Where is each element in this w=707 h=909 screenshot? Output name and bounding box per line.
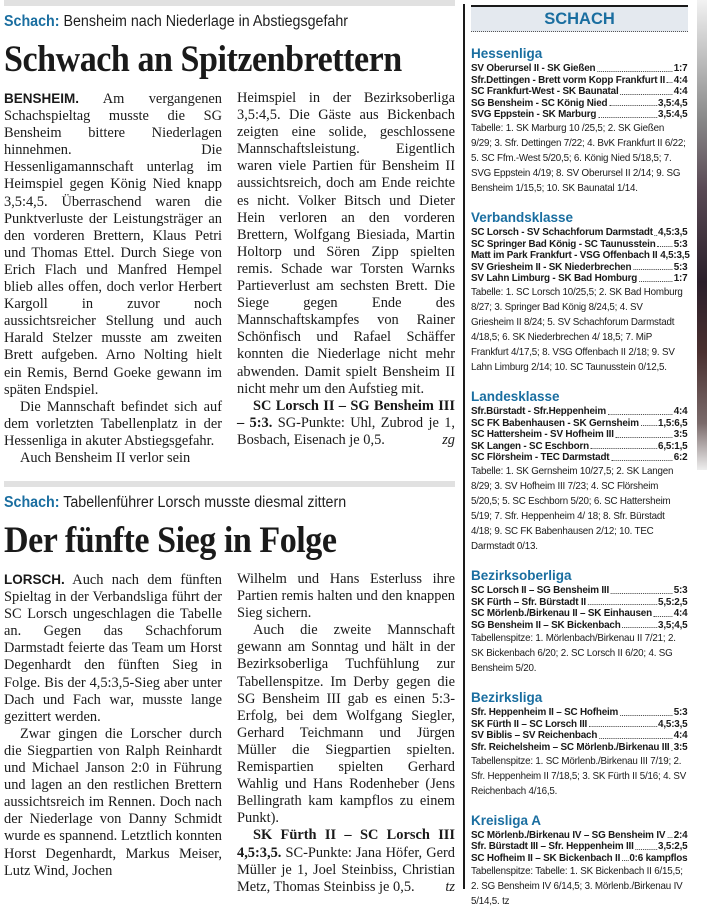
standings-text: Tabelle: 1. SK Gernsheim 10/27,5; 2. SK Langen 8/29; 3. SV Hofheim III 7/23; 4. SC Flörsheim 5/20,5; 5. SC Eschborn 5/20; 6. SC Hattersheim 5/19; 7. Sfr. Heppenheim 4/ 18; 8. Sfr. Bürstadt 4/18; 9. SC FK Babenhausen 2/12; 10. TEC Darmstadt 0/13. — [471, 465, 674, 552]
match-score: 4:4 — [673, 730, 688, 742]
article-kicker — [4, 12, 419, 32]
author-initials: tz — [445, 878, 455, 895]
paragraph: Auch die zweite Mannschaft gewann am Sonntag und hält in der Bezirksoberliga Tuchfühlung zur Tabellenspitze. Im Derby gegen die SG Bensheim III gab es einen 5:3-Erfolg, bei dem Wolfgang Siegler, Gerhard Teichmann und Jürgen Müller die Siegpartien spielten. Remispartien spielten Gerhard Wahlig und Hans Rodenheber (Jens Bellingrath kam kampflos zu einem Punkt). — [237, 622, 455, 827]
match-score: 5:3 — [673, 584, 688, 596]
leader-dots — [598, 109, 657, 118]
match-teams: Matt im Park Frankfurt - VSG Offenbach II — [471, 250, 658, 262]
match-teams: SC Hofheim II – SK Bickenbach II — [471, 852, 621, 864]
paragraph: Zwar gingen die Lorscher durch die Siegpartien von Ralph Reinhardt und Michael Janson 2:0 in Führung und lagen an den restlichen Brettern aussichtsreich im Rennen. Doch nach der Niederlage von Danny Schmidt wurde es spannend. Letztlich konnten Horst Degenhardt, Markus Meiser, Lutz Wind, Jochen — [4, 725, 222, 879]
match-score: 3:5 — [673, 742, 688, 754]
match-row — [471, 608, 687, 620]
article-headline: Der fünfte Sieg in Folge — [4, 520, 337, 561]
match-row — [471, 597, 687, 609]
paragraph-text: Auch nach dem fünften Spieltag in der Verbandsliga führt der SC Lorsch ungeschlagen die Tabelle an. Gegen das Schachforum Darmstadt feierte das Team um Horst Degenhardt den fünften Sieg in Folge. Bis der 4,5:3,5-Sieg aber unter Dach und Fach war, musste lange gezittert werden. — [4, 572, 222, 725]
kicker-label: Schach: — [4, 13, 60, 30]
standings-text: Tabelle: 1. SC Lorsch 10/25,5; 2. SK Bad Homburg 8/27; 3. Springer Bad König 8/24,5; 4. SV Griesheim II 8/24; 5. SV Schachforum Darmstadt 4/18,5; 6. SK Niederbrechen 4/ 18,5; 7. MiP Frankfurt 4/17,5; 8. VSG Offenbach II 2/18; 9. SV Lahn Limburg 2/14; 10. SC Taunusstein 0/12,5. — [471, 286, 683, 373]
match-score: 4,5:3,5 — [658, 226, 688, 238]
match-teams: SG Bensheim II – SK Bickenbach — [471, 619, 621, 631]
result-text: SG-Punkte: Uhl, Zubrod je 1, Bosbach, Eisenach je 0,5. — [237, 414, 456, 448]
match-row — [471, 707, 687, 719]
match-teams: SC Lorsch II – SG Bensheim III — [471, 584, 610, 596]
article-top-bar — [4, 481, 455, 487]
standings-text: Tabellenspitze: 1. Mörlenbach/Birkenau II 7/21; 2. SK Bickenbach 6/20; 2. SC Lorsch II 6/20; 4. SG Bensheim 5/20. — [471, 633, 676, 675]
result-line: SK Fürth II – SC Lorsch III 4,5:3,5. — [237, 827, 455, 861]
match-row — [471, 418, 687, 430]
paragraph: Wilhelm und Hans Esterluss ihre Partien remis halten und den knappen Sieg sichern. — [237, 571, 455, 622]
leader-dots — [597, 63, 673, 72]
article-kicker — [4, 493, 419, 513]
paragraph-text: Am vergangenen Schachspieltag musste die SG Bensheim bittere Niederlagen hinnehmen. Die Hessenligamannschaft unterlag im Heimspiel gegen König Nied knapp 3,5:4,5. Überraschend waren die Punktverluste der Leistungsträger an den vorderen Brettern, Klaus Petri und Thomas Ettel. Durch Siege von Erich Flach und Manfred Hempel blieb alles offen, doch verlor Herbert Kargoll in zuvor noch aussichtsreicher Stellung und auch Harald Stelzer musste am zweiten Brett aufgeben. Arno Nolting hielt ein Remis, Bernd Goeke gewann im späten Endspiel. — [4, 91, 222, 398]
result-paragraph — [237, 398, 455, 449]
paragraph: Auch Bensheim II verlor sein — [20, 449, 191, 466]
match-score: 2:4 — [673, 829, 688, 841]
league-title: Bezirksliga — [471, 690, 543, 706]
article-column-1 — [4, 571, 222, 896]
match-teams: SK Fürth II – SC Lorsch III — [471, 718, 588, 730]
article-bensheim — [4, 0, 455, 467]
paragraph: Heimspiel in der Bezirksoberliga 3,5:4,5. Die Gäste aus Bickenbach zeigten eine solide, geschlossene Mannschaftsleistung. Eigentlich waren viele Partien für Bensheim II aussichtsreich, doch am Ende reichte es nicht. Volker Bitsch und Dieter Hein verloren an den vorderen Brettern, Wolfgang Biesiada, Martin Holtorp und Sören Zipp spielten remis. Schade war Torsten Warnks Partieverlust am sechsten Brett. Die Siege gegen Ende des Mannschaftskampfes von Rainer Schönfisch und Rafael Schäffer konnten die Niederlage nicht mehr abwenden. Damit spielt Bensheim II nicht mehr um den Aufstieg mit. — [237, 90, 455, 397]
match-score: 0:6 kampflos — [629, 852, 688, 864]
leader-dots — [657, 239, 672, 248]
leader-dots — [616, 429, 673, 438]
leader-dots — [655, 227, 657, 236]
match-teams: SVG Eppstein - SK Marburg — [471, 109, 597, 121]
league-list — [471, 46, 688, 909]
match-score: 4:4 — [673, 86, 688, 98]
leader-dots — [622, 620, 657, 629]
match-teams: SV Oberursel II - SK Gießen — [471, 63, 596, 74]
match-score: 1:7 — [673, 273, 688, 285]
match-row — [471, 86, 687, 98]
match-row — [471, 853, 687, 865]
match-row — [471, 273, 687, 285]
match-teams: Sfr.Bürstadt - Sfr.Heppenheim — [471, 405, 606, 417]
match-teams: Sfr.Dettingen - Brett vorm Kopp Frankfurt II — [471, 74, 666, 86]
leader-dots — [611, 585, 673, 594]
match-score: 4:4 — [673, 608, 688, 620]
kicker-text: Bensheim nach Niederlage in Abstiegsgefahr — [63, 13, 349, 30]
match-teams: Sfr. Bürstadt III – Sfr. Heppenheim III — [471, 841, 634, 853]
article-column-2 — [237, 90, 455, 467]
league-block — [471, 389, 688, 554]
leader-dots — [620, 86, 672, 95]
match-row — [471, 63, 687, 75]
sidebar-title: SCHACH — [471, 5, 688, 32]
leader-dots — [636, 841, 658, 850]
match-row — [471, 250, 690, 262]
league-title: Kreisliga A — [471, 812, 542, 828]
match-score: 6:2 — [673, 452, 688, 464]
match-score: 3,5:2,5 — [658, 841, 688, 853]
paragraph: Die Mannschaft befindet sich auf dem vorletzten Tabellenplatz in der Hessenliga in akuter Abstiegsgefahr. — [4, 398, 222, 449]
leader-dots — [609, 98, 657, 107]
match-row — [471, 441, 687, 453]
leader-dots — [633, 262, 673, 271]
leader-dots — [667, 830, 673, 839]
leader-dots — [671, 742, 672, 751]
match-row — [471, 239, 687, 251]
result-paragraph — [237, 827, 455, 895]
match-score: 5,5:2,5 — [658, 596, 688, 608]
match-teams: SC Springer Bad König - SC Taunusstein — [471, 238, 656, 250]
league-block — [471, 568, 688, 676]
league-block — [471, 46, 688, 196]
match-teams: SC Hattersheim - SV Hofheim III — [471, 429, 614, 441]
standings-text: Tabelle: 1. SK Marburg 10 /25,5; 2. SK Gießen 9/29; 3. Sfr. Dettingen 7/22; 4. BvK Frankfurt II 6/22; 5. SC Ffm.-West 5/20,5; 6. König Nied 5/18,5; 7. SVG Eppstein 4/19; 8. SV Oberursel II 2/14; 9. SG Bensheim 1/15,5; 10. SK Baunatal 1/14. — [471, 122, 686, 194]
match-score: 5:3 — [673, 238, 688, 250]
article-column-2 — [237, 571, 455, 896]
match-row — [471, 841, 687, 853]
match-score: 1,5:6,5 — [658, 417, 688, 429]
match-score: 3,5;4,5 — [658, 619, 688, 631]
match-row — [471, 730, 687, 742]
match-teams: Sfr. Reichelsheim – SC Mörlenb./Birkenau III — [471, 742, 670, 754]
match-row — [471, 75, 687, 87]
match-row — [471, 227, 687, 239]
match-row — [471, 262, 687, 274]
standings-text: Tabellenspitze: 1. SC Mörlenb./Birkenau III 7/19; 2. Sfr. Heppenheim II 7/18,5; 3. SK Fürth II 5/16; 4. SV Reichenbach 4/16,5. — [471, 755, 687, 797]
leader-dots — [654, 608, 673, 617]
match-score: 1:7 — [673, 63, 688, 74]
leader-dots — [611, 452, 673, 461]
match-score: 3,5:4,5 — [658, 97, 688, 109]
match-teams: Sfr. Heppenheim II – SC Hofheim — [471, 707, 619, 719]
match-score: 5:3 — [673, 261, 688, 273]
dateline: LORSCH. — [4, 572, 65, 587]
league-title: Landesklasse — [471, 388, 560, 404]
author-initials: zg — [442, 431, 455, 448]
match-score: 5:3 — [673, 707, 688, 719]
league-title: Hessenliga — [471, 46, 543, 61]
article-body — [4, 571, 455, 896]
match-row — [471, 585, 687, 597]
leader-dots — [639, 273, 673, 282]
match-teams: SC Frankfurt-West - SK Baunatal — [471, 86, 619, 98]
match-teams: SG Bensheim - SC König Nied — [471, 97, 608, 109]
match-row — [471, 742, 687, 754]
match-row — [471, 452, 687, 464]
leader-dots — [622, 853, 628, 862]
leader-dots — [589, 719, 657, 728]
match-score: 4:4 — [673, 405, 688, 417]
kicker-text: Tabellenführer Lorsch musste diesmal zittern — [63, 494, 347, 511]
article-lorsch — [4, 481, 455, 896]
article-column-1 — [4, 90, 222, 467]
leader-dots — [588, 597, 657, 606]
match-teams: SK Fürth – Sfr. Bürstadt II — [471, 596, 586, 608]
adjacent-photo-edge — [697, 0, 707, 470]
match-teams: SV Biblis – SV Reichenbach — [471, 730, 598, 742]
match-teams: SC FK Babenhausen - SK Gernsheim — [471, 417, 639, 429]
match-teams: SC Mörlenb./Birkenau IV – SG Bensheim IV — [471, 829, 666, 841]
standings-text: Tabellenspitze: Tabelle: 1. SK Bickenbach II 6/15,5; 2. SG Bensheim IV 6/14,5; 3. Mörlenb./Birkenau IV 5/14,5. tz — [471, 866, 683, 908]
match-score: 4:4 — [673, 74, 688, 86]
match-row — [471, 830, 687, 842]
column-divider — [463, 4, 465, 889]
result-text: SC-Punkte: Jana Höfer, Gerd Müller je 1, Joel Steinbiss, Christian Metz, Thomas Steinbiss je 0,5. — [237, 844, 455, 895]
match-score: 6,5:1,5 — [658, 440, 688, 452]
leader-dots — [599, 730, 673, 739]
dateline: BENSHEIM. — [4, 91, 80, 106]
paragraph — [4, 571, 222, 726]
match-score: 3:5 — [673, 429, 688, 441]
results-sidebar — [471, 0, 688, 909]
league-title: Bezirksoberliga — [471, 567, 572, 583]
league-title: Verbandsklasse — [471, 209, 574, 225]
match-teams: SC Flörsheim - TEC Darmstadt — [471, 452, 610, 464]
paragraph — [4, 90, 222, 399]
match-score: 4,5:3,5 — [658, 718, 688, 730]
match-score: 3,5:4,5 — [658, 109, 688, 121]
match-row — [471, 109, 687, 121]
leader-dots — [641, 418, 657, 427]
kicker-label: Schach: — [4, 494, 60, 511]
match-teams: SC Mörlenb./Birkenau II – SK Einhausen — [471, 608, 652, 620]
article-headline: Schwach an Spitzenbrettern — [4, 39, 402, 80]
league-block — [471, 210, 688, 375]
match-score: 4,5:3,5 — [660, 250, 690, 262]
match-teams: SC Lorsch - SV Schachforum Darmstadt — [471, 226, 653, 238]
leader-dots — [591, 441, 657, 450]
match-row — [471, 719, 687, 731]
match-teams: SV Griesheim II - SK Niederbrechen — [471, 261, 632, 273]
match-teams: SV Lahn Limburg - SK Bad Homburg — [471, 273, 638, 285]
article-body — [4, 90, 455, 467]
league-block — [471, 690, 688, 798]
match-row — [471, 429, 687, 441]
match-teams: SK Langen - SC Eschborn — [471, 440, 589, 452]
article-top-bar — [4, 0, 455, 6]
leader-dots — [608, 406, 673, 415]
leader-dots — [620, 707, 673, 716]
result-line: SC Lorsch II – SG Bensheim III – 5:3. — [237, 397, 455, 431]
match-row — [471, 98, 687, 110]
leader-dots — [667, 75, 673, 84]
match-row — [471, 620, 687, 632]
match-row — [471, 406, 687, 418]
league-block — [471, 813, 688, 909]
